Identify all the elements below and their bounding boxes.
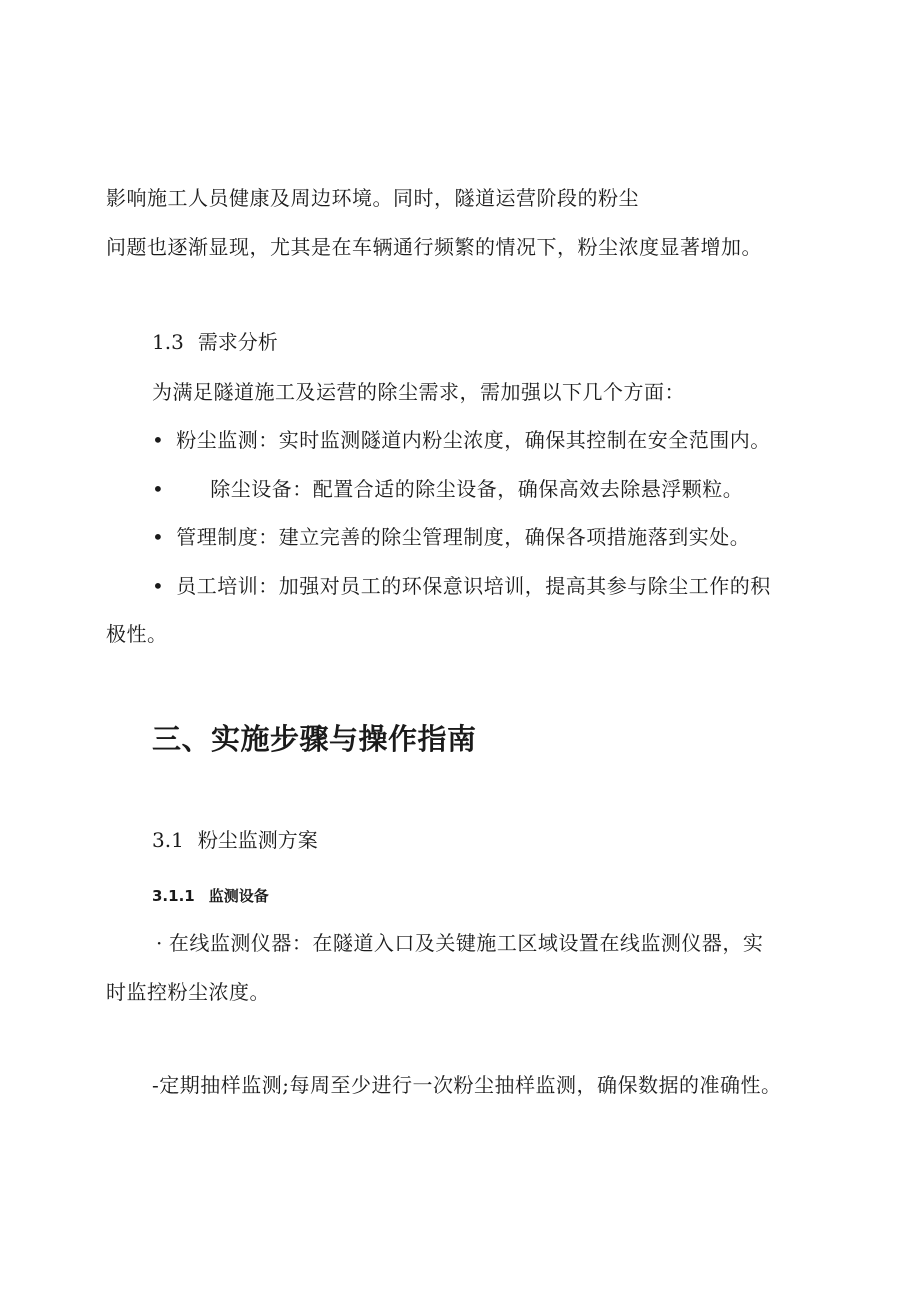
bullet-mark: •: [152, 574, 165, 598]
section-1-3-number: 1.3: [152, 330, 184, 354]
section-3-1-1-number: 3.1.1: [152, 887, 195, 905]
bullet-mark: •: [152, 428, 165, 452]
section-3-1-1-title: 监测设备: [208, 887, 269, 905]
section-3-1-heading: [152, 826, 318, 854]
section-3-1-number: 3.1: [152, 828, 184, 852]
section-1-3-intro: 为满足隧道施工及运营的除尘需求，需加强以下几个方面：: [152, 380, 685, 404]
bullet-item-1: [152, 426, 771, 454]
bullet-text: 粉尘监测：实时监测隧道内粉尘浓度，确保其控制在安全范围内。: [176, 428, 771, 452]
bullet-mark: ·: [156, 931, 163, 955]
bullet-item-3: [152, 523, 750, 551]
bullet-text: 管理制度：建立完善的除尘管理制度，确保各项措施落到实处。: [176, 525, 751, 549]
monitor-item-1-continuation: 时监控粉尘浓度。: [106, 980, 270, 1004]
section-1-3-heading: [152, 328, 278, 356]
intro-line-2: 问题也逐渐显现，尤其是在车辆通行频繁的情况下，粉尘浓度显著增加。: [106, 235, 762, 259]
section-3-1-1-heading: [152, 885, 269, 907]
monitor-item-1: [156, 929, 763, 957]
monitor-item-2: -定期抽样监测;每周至少进行一次粉尘抽样监测，确保数据的准确性。: [152, 1073, 782, 1097]
bullet-item-2: [152, 475, 743, 503]
bullet-item-4: [152, 572, 771, 600]
bullet-text: 员工培训：加强对员工的环保意识培训，提高其参与除尘工作的积: [176, 574, 771, 598]
bullet-text: 除尘设备：配置合适的除尘设备，确保高效去除悬浮颗粒。: [210, 477, 744, 501]
section-1-3-title: 需求分析: [197, 330, 278, 354]
section-3-1-title: 粉尘监测方案: [197, 828, 318, 852]
intro-line-1: 影响施工人员健康及周边环境。同时，隧道运营阶段的粉尘: [106, 186, 639, 210]
bullet-mark: •: [152, 477, 165, 501]
bullet-item-4-continuation: 极性。: [106, 622, 168, 646]
monitor-item-1-text: 在线监测仪器：在隧道入口及关键施工区域设置在线监测仪器，实: [168, 931, 764, 955]
chapter-3-title: 三、实施步骤与操作指南: [152, 722, 477, 756]
bullet-mark: •: [152, 525, 165, 549]
